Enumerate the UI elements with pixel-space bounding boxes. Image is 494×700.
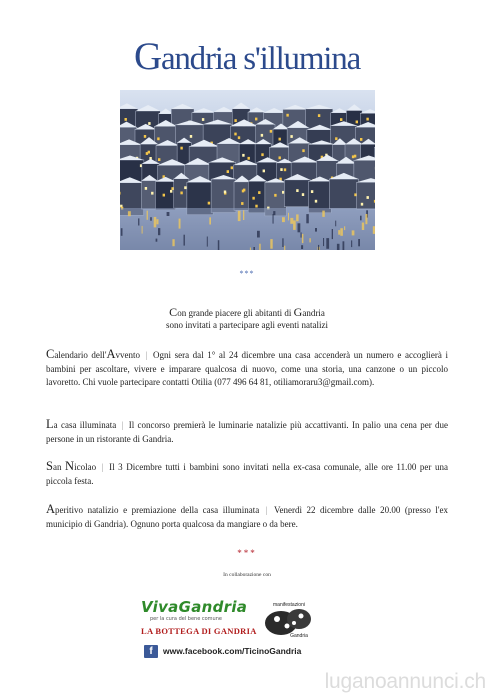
nicolao-text: Il 3 Dicembre tutti i bambini sono invitati nella ex-casa comunale, alle ore 11.00 per una piccola festa. <box>46 462 448 486</box>
logo2-bottom-text: Gandria <box>290 633 308 639</box>
page-title: Gandria s'illumina <box>133 35 361 78</box>
collaboration-label: In collaborazione con <box>223 572 271 578</box>
nicolao-section: San Nicolao | Il 3 Dicembre tutti i bambini sono invitati nella ex-casa comunale, alle ore 11.00 per una piccola festa. <box>46 459 448 486</box>
separator-top: *** <box>239 269 255 278</box>
facebook-link[interactable] <box>144 644 301 658</box>
intro-text: Con grande piacere gli abitanti di Gandria sono invitati a partecipare agli eventi natalizi <box>166 305 328 330</box>
calendario-section: Calendario dell'Avvento | Ogni sera dal 1° al 24 dicembre una casa accenderà un numero e accoglierà i bambini per ascoltare, vivere e imparare qualcosa di nuovo, come una storia, una canzone o un piccolo lavoretto. Chi vuole partecipare contatti Otilia (077 496 64 81, otiliamoraru3@gmail.com). <box>46 347 448 387</box>
aperitivo-section: Aperitivo natalizio e premiazione della casa illuminata | Venerdì 22 dicembre dalle 20.00 (presso l'ex municipio di Gandria). Ognuno porta qualcosa da mangiare o da bere. <box>46 502 449 529</box>
calendario-text: Ogni sera dal 1° al 24 dicembre una casa accenderà un numero e accoglierà i bambini per ascoltare, vivere e imparare qualcosa di nuovo, come una storia, una canzone o un piccolo lavoretto. Chi vuole partecipare contatti Otilia (077 496 64 81, otiliamoraru3@gmail.com). <box>46 350 448 387</box>
separator-bottom: *** <box>237 548 257 558</box>
manifestazioni-logo <box>259 599 319 639</box>
casa-text: Il concorso premierà le luminarie natalizie più accattivanti. In palio una cena per due persone in un ristorante di Gandria. <box>46 420 449 444</box>
facebook-icon: f <box>144 645 158 658</box>
bottega-logo: LA BOTTEGA DI GANDRIA <box>141 626 257 636</box>
hero-image <box>120 90 375 250</box>
casa-section: La casa illuminata | Il concorso premierà le luminarie natalizie più accattivanti. In palio una cena per due persone in un ristorante di Gandria. <box>46 417 449 444</box>
vivagandria-tagline: per la cura del bene comune <box>150 616 222 622</box>
logo2-top-text: manifestazioni <box>273 602 305 608</box>
facebook-url[interactable]: www.facebook.com/TicinoGandria <box>163 646 302 656</box>
aperitivo-text: Venerdì 22 dicembre dalle 20.00 (presso l'ex municipio di Gandria). Ognuno porta qualcosa da mangiare o da bere. <box>46 505 449 529</box>
vivagandria-logo: VivaGandria <box>141 598 248 616</box>
watermark: luganoannunci.ch <box>324 670 486 693</box>
